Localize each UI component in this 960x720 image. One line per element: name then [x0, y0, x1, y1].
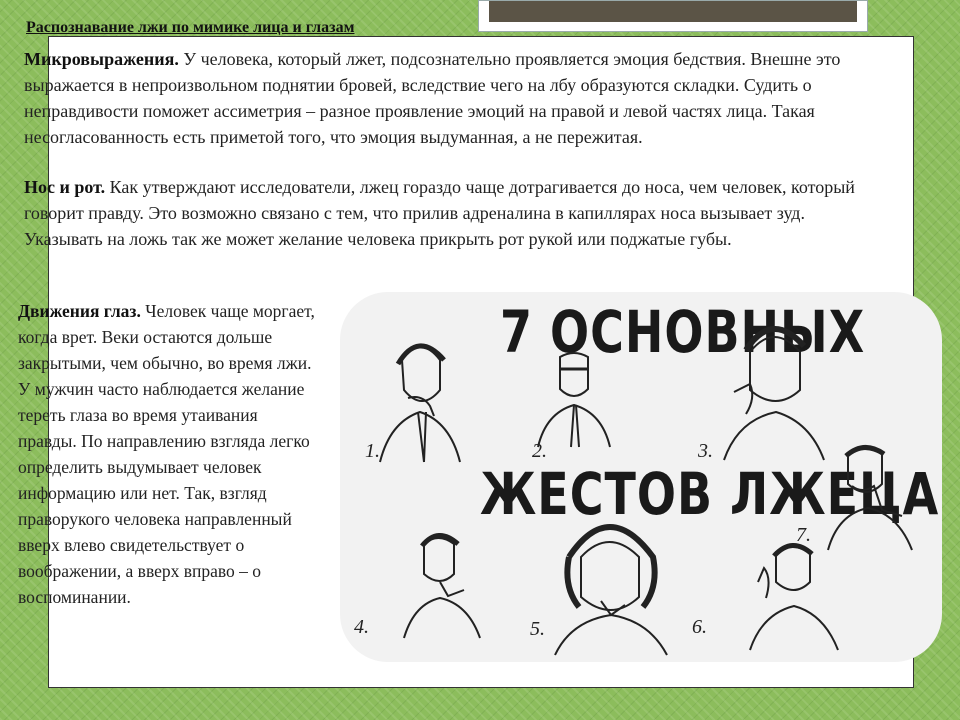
gesture-sketch-3-rubbing-eye [720, 322, 830, 462]
nose-mouth-heading: Нос и рот. [24, 177, 106, 197]
eye-movement-heading: Движения глаз. [18, 301, 141, 321]
liar-gestures-illustration [340, 292, 942, 662]
nose-mouth-paragraph [24, 174, 884, 252]
gesture-sketch-7-covering-mouth [822, 442, 922, 552]
illustration-title-line1: 7 ОСНОВНЫХ [500, 298, 866, 366]
illustration-title-line2: ЖЕСТОВ ЛЖЕЦА [480, 460, 940, 528]
gesture-label-4: 4. [354, 616, 369, 638]
gesture-label-2: 2. [532, 440, 547, 462]
slide-title: Распознавание лжи по мимике лица и глазам [26, 19, 355, 36]
gesture-sketch-5-biting-nails [545, 517, 675, 657]
gesture-label-1: 1. [365, 440, 380, 462]
gesture-label-7: 7. [796, 524, 811, 546]
gesture-label-6: 6. [692, 616, 707, 638]
nose-mouth-text: Как утверждают исследователи, лжец гораздо чаще дотрагивается до носа, чем человек, который говорит правду. Это возможно связано с тем, что прилив адреналина в капиллярах носа вызывает зуд. Указывать на ложь так же может желание человека прикрыть рот рукой или поджатые губы. [24, 177, 855, 249]
gesture-label-5: 5. [530, 618, 545, 640]
microexpressions-heading: Микровыражения. [24, 49, 179, 69]
decorative-top-frame-fill [489, 1, 857, 22]
microexpressions-text: У человека, который лжет, подсознательно проявляется эмоция бедствия. Внешне это выражается в непроизвольном поднятии бровей, вследствие чего на лбу образуются складки. Судить о неправдивости поможет ассиметрия – разное проявление эмоций на правой и левой частях лица. Такая несогласованность есть приметой того, что эмоция выдуманная, а не пережитая. [24, 49, 841, 147]
gesture-sketch-6-pulling-collar [740, 542, 850, 652]
gesture-sketch-4-scratching-neck [400, 530, 490, 640]
eye-movement-text: Человек чаще моргает, когда врет. Веки остаются дольше закрытыми, чем обычно, во время лжи. У мужчин часто наблюдается желание тереть глаза во время утаивания правды. По направлению взгляда легко определить выдумывает человек информацию или нет. Так, взгляд праворукого человека направленный вверх влево свидетельствует о воображении, а вверх вправо – о воспоминании. [18, 301, 315, 607]
decorative-top-frame [478, 0, 868, 32]
gesture-label-3: 3. [698, 440, 713, 462]
microexpressions-paragraph [24, 46, 894, 150]
eye-movement-paragraph [18, 298, 320, 610]
